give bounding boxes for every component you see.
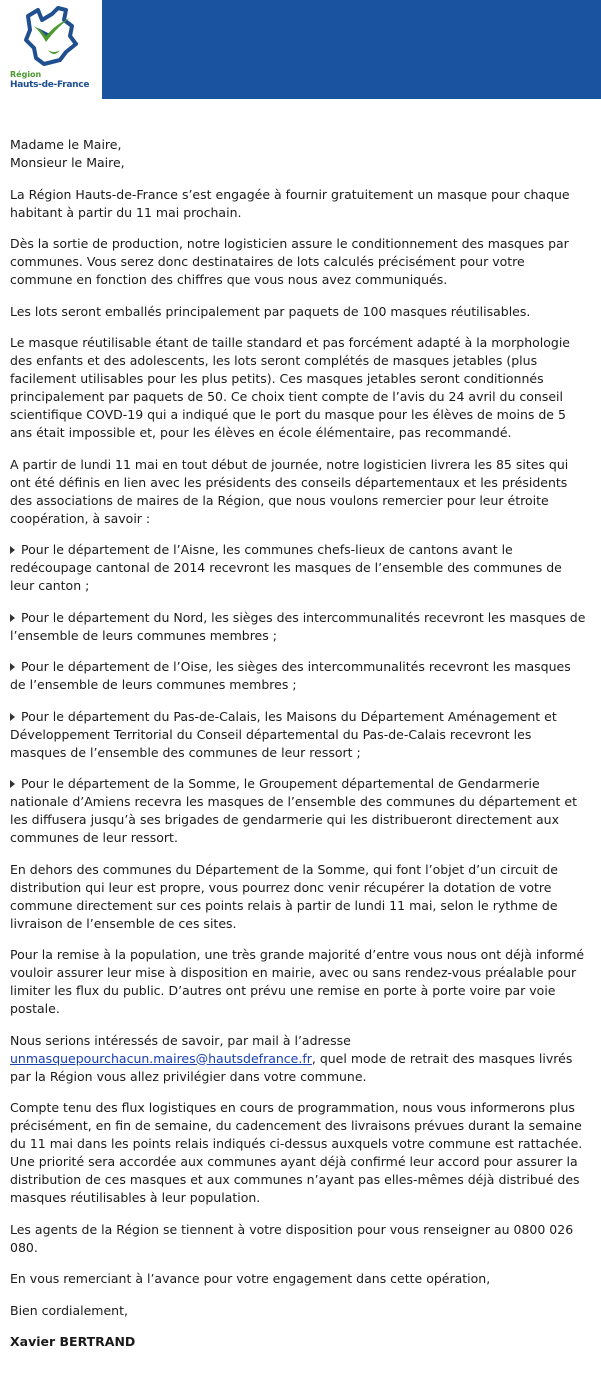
region-map-icon bbox=[20, 4, 82, 68]
paragraph: En dehors des communes du Département de la Somme, qui font l’objet d’un circuit de distribution qui leur est propre, vous pourrez donc venir récupérer la dotation de votre commune directement sur ces points relais à partir de lundi 11 mai, selon le rythme de livraison de l’ensemble de ces sites. bbox=[10, 861, 558, 931]
bullet-item bbox=[10, 541, 590, 595]
bullet-arrow-icon bbox=[10, 546, 15, 554]
bullet-text: Pour le département du Pas-de-Calais, les Maisons du Département Aménagement et Développement Territorial du Conseil départemental du Pas-de-Calais recevront les masques de l’ensemble des communes de leur ressort ; bbox=[10, 708, 557, 760]
region-logo bbox=[0, 0, 102, 100]
paragraph: Le masque réutilisable étant de taille standard et pas forcément adapté à la morphologie des enfants et des adolescents, les lots seront complétés de masques jetables (plus facilement utilisables pour les plus petits). Ces masques jetables seront conditionnés principalement par paquets de 50. Ce choix tient compte de l’avis du 24 avril du conseil scientifique COVD-19 qui a indiqué que le port du masque pour les élèves de moins de 5 ans était impossible et, pour les élèves en école élémentaire, pas recommandé. bbox=[10, 335, 570, 440]
paragraph-text: Nous serions intéressés de savoir, par mail à l’adresse bbox=[10, 1032, 351, 1048]
salutation bbox=[10, 136, 590, 172]
bullet-arrow-icon bbox=[10, 780, 15, 788]
paragraph: Les agents de la Région se tiennent à votre disposition pour vous renseigner au 0800 026 080. bbox=[10, 1221, 574, 1255]
paragraph: A partir de lundi 11 mai en tout début de journée, notre logisticien livrera les 85 sites qui ont été définis en lien avec les présidents des conseils départementaux et les présidents des associations de maires de la Région, que nous voulons remercier pour leur étroite coopération, à savoir : bbox=[10, 456, 569, 526]
paragraph-text: , quel mode de retrait des masques livrés par la Région vous allez privilégier dans votre commune. bbox=[10, 1050, 573, 1084]
bullet-arrow-icon bbox=[10, 614, 15, 622]
paragraph: La Région Hauts-de-France s’est engagée à fournir gratuitement un masque pour chaque habitant à partir du 11 mai prochain. bbox=[10, 186, 570, 220]
logo-name-label: Hauts-de-France bbox=[10, 80, 90, 90]
salutation-line-1: Madame le Maire, bbox=[10, 137, 122, 152]
paragraph: Pour la remise à la population, une très grande majorité d’entre vous nous ont déjà informé vouloir assurer leur mise à disposition en mairie, avec ou sans rendez-vous préalable pour limiter les flux du public. D’autres ont prévu une remise en porte à porte voire par voie postale. bbox=[10, 947, 585, 1016]
signature: Xavier BERTRAND bbox=[10, 1334, 136, 1349]
bullet-item bbox=[10, 775, 590, 847]
bullet-text: Pour le département de la Somme, le Groupement départemental de Gendarmerie nationale d’Amiens recevra les masques de l’ensemble des communes du département et les diffusera jusqu’à ses brigades de gendarmerie qui les distribueront directement aux communes de leur ressort. bbox=[10, 776, 577, 845]
bullet-arrow-icon bbox=[10, 713, 15, 721]
email-header bbox=[0, 0, 601, 100]
paragraph: Les lots seront emballés principalement par paquets de 100 masques réutilisables. bbox=[10, 303, 531, 319]
letter-body bbox=[10, 136, 590, 1351]
bullet-text: Pour le département de l’Oise, les sièges des intercommunalités recevront les masques de l’ensemble de leurs communes membres ; bbox=[10, 659, 571, 692]
closing: Bien cordialement, bbox=[10, 1302, 128, 1318]
paragraph: Dès la sortie de production, notre logisticien assure le conditionnement des masques par communes. Vous serez donc destinataires de lots calculés précisément pour votre commune en fonction des chiffres que vous nous avez communiqués. bbox=[10, 236, 569, 287]
bullet-arrow-icon bbox=[10, 663, 15, 671]
logo-region-label: Région bbox=[10, 70, 42, 79]
paragraph: Compte tenu des flux logistiques en cours de programmation, nous vous informerons plus précisément, en fin de semaine, du cadencement des livraisons prévues durant la semaine du 11 mai dans les points relais indiqués ci-dessus auxquels votre commune est rattachée. Une priorité sera accordée aux communes ayant déjà confirmé leur accord pour assurer la distribution de ces masques et aux communes n’ayant pas elles-mêmes déjà distribué des masques réutilisables à leur population. bbox=[10, 1100, 583, 1205]
header-blue-band bbox=[102, 0, 601, 99]
bullet-item bbox=[10, 609, 590, 645]
salutation-line-2: Monsieur le Maire, bbox=[10, 155, 125, 170]
bullet-item bbox=[10, 708, 590, 762]
bullet-text: Pour le département de l’Aisne, les communes chefs-lieux de cantons avant le redécoupage cantonal de 2014 recevront les masques de l’ensemble des communes de leur canton ; bbox=[10, 542, 562, 593]
paragraph: En vous remerciant à l’avance pour votre engagement dans cette opération, bbox=[10, 1271, 491, 1286]
bullet-item bbox=[10, 658, 590, 694]
bullet-text: Pour le département du Nord, les sièges des intercommunalités recevront les masques de l’ensemble de leurs communes membres ; bbox=[10, 609, 586, 643]
paragraph-email bbox=[10, 1032, 590, 1086]
email-link[interactable]: unmasquepourchacun.maires@hautsdefrance.fr bbox=[10, 1050, 312, 1066]
